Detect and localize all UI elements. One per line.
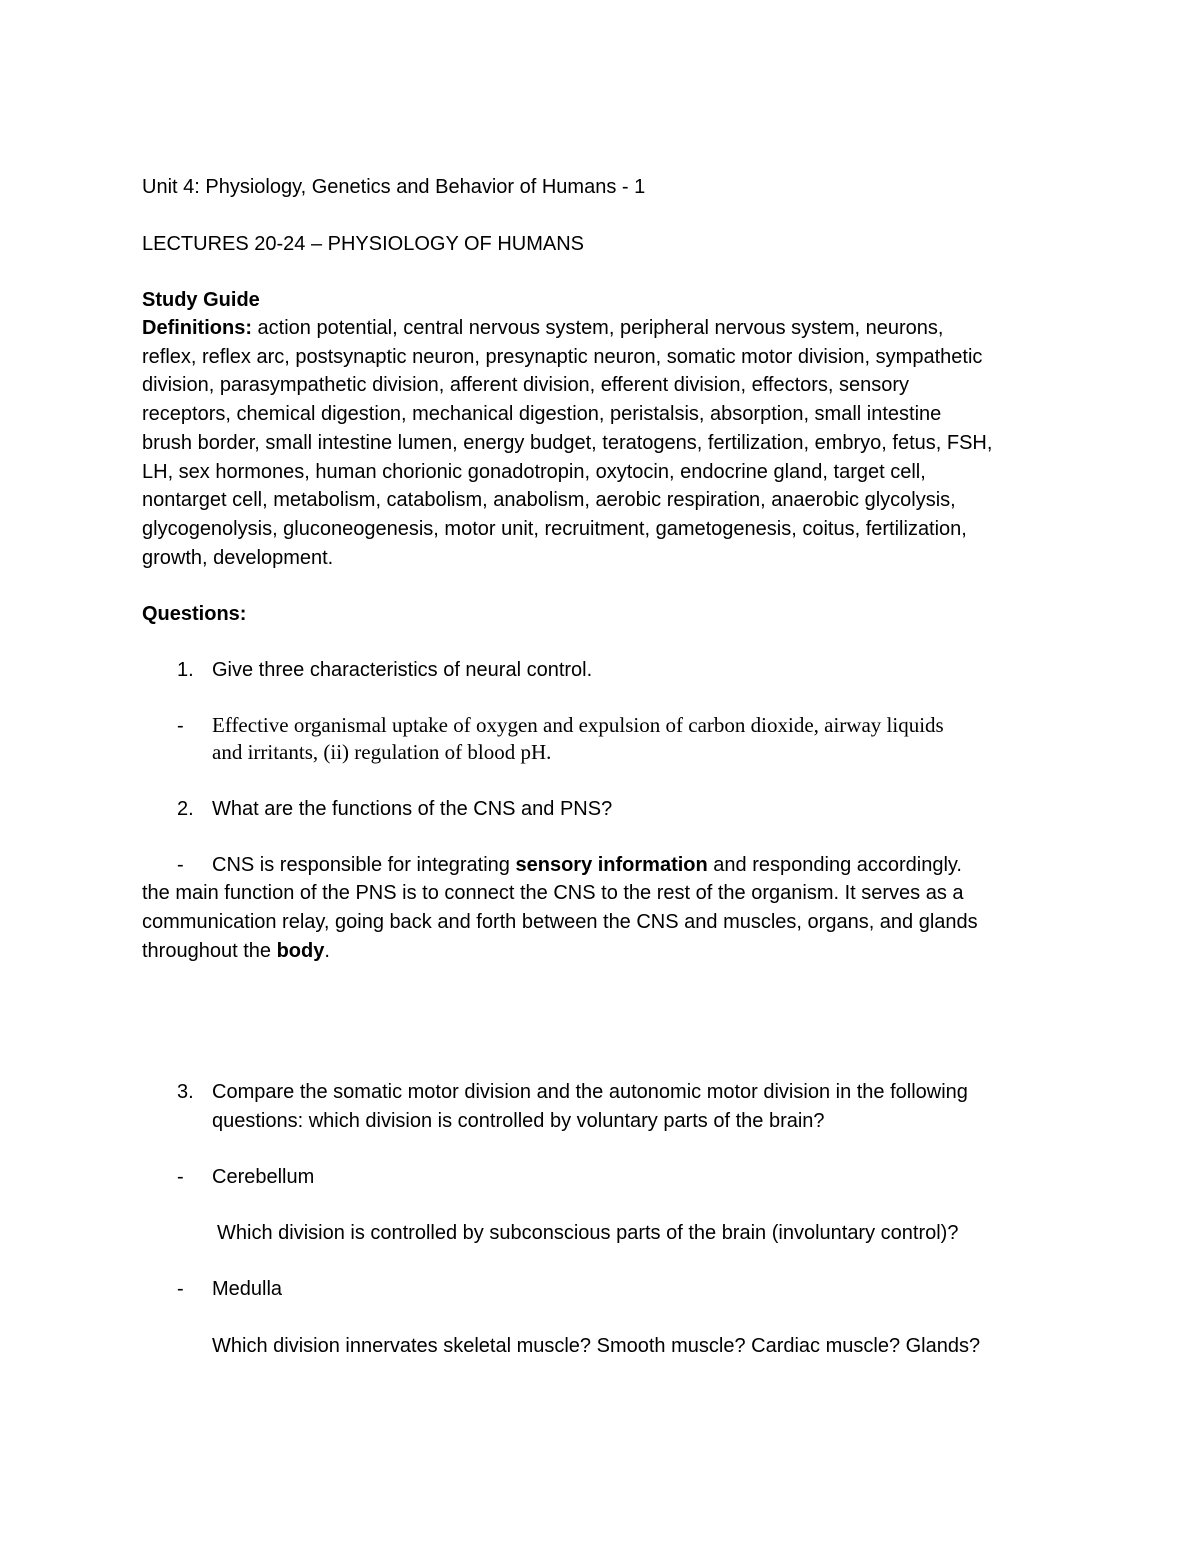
definitions-line-8: glycogenolysis, gluconeogenesis, motor unit, recruitment, gametogenesis, coitus, fertilization,: [142, 518, 967, 540]
question-2-answer-line-1: the main function of the PNS is to connect the CNS to the rest of the organism. It serves as a: [142, 882, 964, 904]
question-2-answer-last: [142, 939, 330, 963]
question-3-text-line-1: Compare the somatic motor division and the autonomic motor division in the following: [212, 1081, 968, 1103]
question-3-number: 3.: [177, 1081, 194, 1103]
definitions-line-5: brush border, small intestine lumen, energy budget, teratogens, fertilization, embryo, fetus, FSH,: [142, 432, 993, 454]
question-1-answer-dash: -: [177, 715, 184, 737]
lectures-title: LECTURES 20-24 – PHYSIOLOGY OF HUMANS: [142, 233, 584, 255]
answer-bold: sensory information: [515, 854, 708, 876]
question-3-answer-2-dash: -: [177, 1278, 184, 1300]
definitions-line-1: [142, 316, 943, 340]
definitions-text: action potential, central nervous system, peripheral nervous system, neurons,: [252, 317, 944, 339]
questions-heading: Questions:: [142, 603, 247, 625]
last-post: .: [324, 940, 330, 962]
definitions-line-3: division, parasympathetic division, afferent division, efferent division, effectors, sensory: [142, 374, 910, 396]
question-1-number: 1.: [177, 659, 194, 681]
study-guide-heading: Study Guide: [142, 289, 260, 311]
question-1-answer-line-2: and irritants, (ii) regulation of blood pH.: [212, 740, 552, 764]
question-3-answer-2: Medulla: [212, 1278, 283, 1300]
unit-title: Unit 4: Physiology, Genetics and Behavior of Humans - 1: [142, 176, 646, 198]
last-pre: throughout the: [142, 940, 277, 962]
question-3-text-line-2: questions: which division is controlled by voluntary parts of the brain?: [212, 1110, 825, 1132]
definitions-label: Definitions:: [142, 317, 252, 339]
answer-pre: CNS is responsible for integrating: [212, 854, 516, 876]
question-3-answer-1: Cerebellum: [212, 1166, 315, 1188]
question-3-sub-question-2: Which division innervates skeletal muscle? Smooth muscle? Cardiac muscle? Glands?: [212, 1335, 981, 1357]
definitions-line-6: LH, sex hormones, human chorionic gonadotropin, oxytocin, endocrine gland, target cell,: [142, 461, 926, 483]
question-1-text: Give three characteristics of neural control.: [212, 659, 593, 681]
question-2-text: What are the functions of the CNS and PNS?: [212, 798, 613, 820]
definitions-line-7: nontarget cell, metabolism, catabolism, anabolism, aerobic respiration, anaerobic glycolysis,: [142, 489, 956, 511]
question-2-answer-line-2: communication relay, going back and forth between the CNS and muscles, organs, and glands: [142, 911, 978, 933]
question-2-number: 2.: [177, 798, 194, 820]
question-3-sub-question-1: Which division is controlled by subconscious parts of the brain (involuntary control)?: [217, 1222, 959, 1244]
question-2-answer-first: [212, 853, 962, 877]
last-bold: body: [276, 940, 325, 962]
question-1-answer-line-1: Effective organismal uptake of oxygen and expulsion of carbon dioxide, airway liquids: [212, 713, 944, 737]
question-2-answer-dash: -: [177, 854, 184, 876]
definitions-line-2: reflex, reflex arc, postsynaptic neuron, presynaptic neuron, somatic motor division, sympathetic: [142, 346, 983, 368]
question-3-answer-1-dash: -: [177, 1166, 184, 1188]
answer-post: and responding accordingly.: [707, 854, 962, 876]
definitions-line-9: growth, development.: [142, 547, 334, 569]
definitions-line-4: receptors, chemical digestion, mechanical digestion, peristalsis, absorption, small intestine: [142, 403, 942, 425]
